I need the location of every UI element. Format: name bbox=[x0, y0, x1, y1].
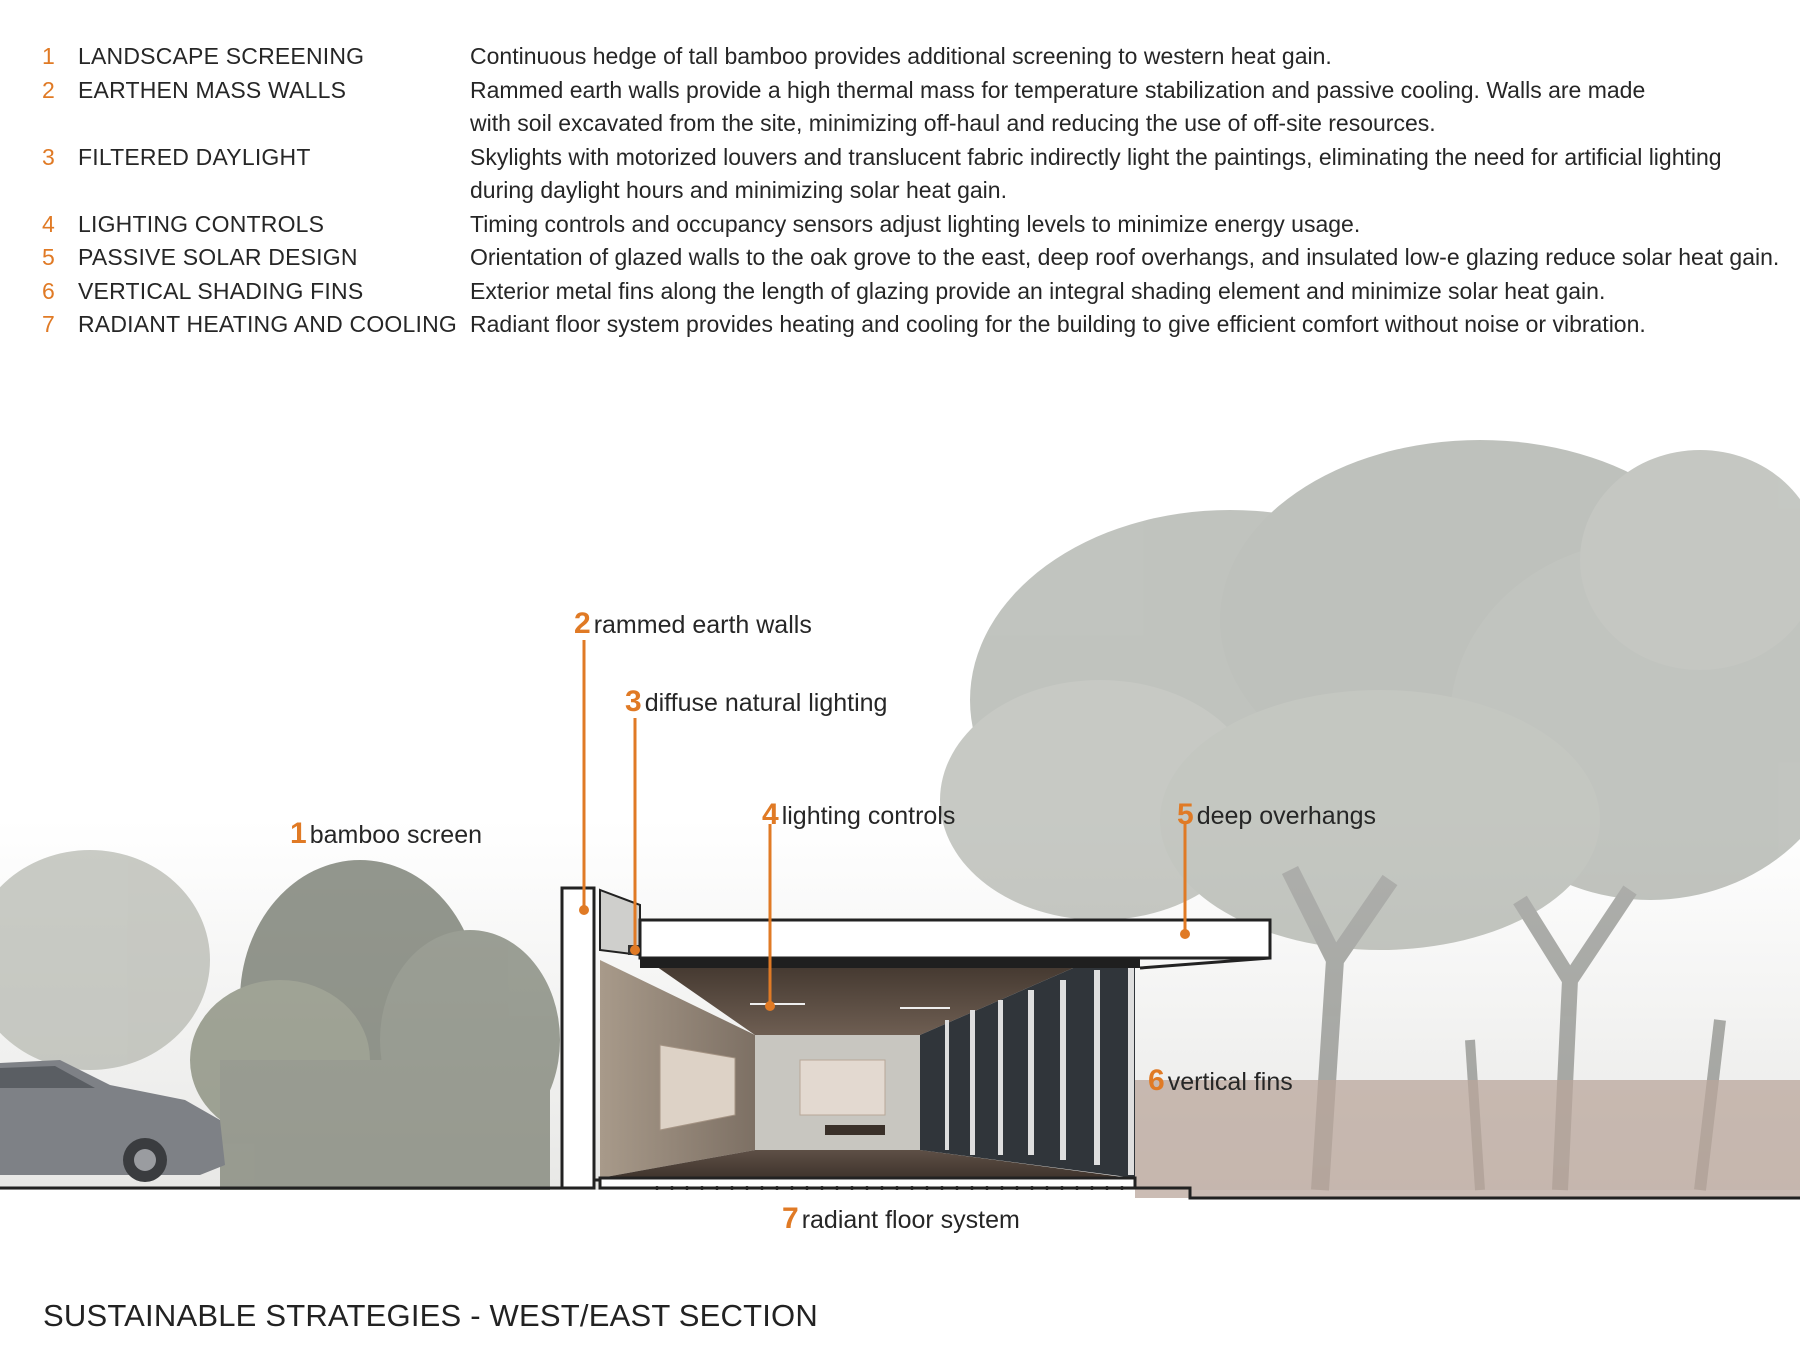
callout-rammed-earth-walls: 2 rammed earth walls bbox=[574, 607, 812, 640]
callout-lighting-controls: 4 lighting controls bbox=[762, 798, 956, 831]
legend-description: Skylights with motorized louvers and translucent fabric indirectly light the paintings, eliminating the need for artificial lighting during daylight hours and minimizing solar heat gain. bbox=[470, 143, 1722, 203]
legend-title: VERTICAL SHADING FINS bbox=[78, 277, 364, 304]
roof-soffit bbox=[640, 958, 1140, 968]
section-drawing bbox=[0, 440, 1800, 1240]
legend-number: 1 bbox=[42, 43, 55, 69]
legend bbox=[40, 40, 1780, 342]
legend-title: FILTERED DAYLIGHT bbox=[78, 143, 311, 170]
legend-title: PASSIVE SOLAR DESIGN bbox=[78, 244, 358, 270]
callout-diffuse-natural-lighting: 3 diffuse natural lighting bbox=[625, 685, 888, 718]
legend-description: Exterior metal fins along the length of glazing provide an integral shading element and minimize solar heat gain. bbox=[470, 277, 1606, 304]
legend-number: 2 bbox=[42, 76, 55, 103]
legend-number: 7 bbox=[42, 311, 55, 337]
legend-item bbox=[40, 208, 1780, 242]
legend-item bbox=[40, 275, 1780, 309]
legend-title: LANDSCAPE SCREENING bbox=[78, 43, 365, 69]
legend-number: 4 bbox=[42, 210, 55, 237]
legend-title: RADIANT HEATING AND COOLING bbox=[78, 311, 457, 337]
legend-title: LIGHTING CONTROLS bbox=[78, 210, 325, 237]
legend-description: Orientation of glazed walls to the oak grove to the east, deep roof overhangs, and insulated low-e glazing reduce solar heat gain. bbox=[470, 244, 1780, 270]
legend-item bbox=[40, 40, 1780, 74]
ground-east bbox=[1135, 1080, 1800, 1198]
legend-item bbox=[40, 74, 1780, 141]
legend-item bbox=[40, 308, 1780, 342]
rammed-earth-wall bbox=[562, 888, 594, 1188]
legend-item bbox=[40, 141, 1780, 208]
legend-description: Radiant floor system provides heating and cooling for the building to give efficient comfort without noise or vibration. bbox=[470, 311, 1646, 337]
legend-number: 5 bbox=[42, 244, 55, 270]
legend-description: Continuous hedge of tall bamboo provides additional screening to western heat gain. bbox=[470, 43, 1332, 69]
roof-slab bbox=[640, 920, 1270, 958]
legend-item bbox=[40, 241, 1780, 275]
legend-number: 3 bbox=[42, 143, 55, 170]
callout-radiant-floor-system: 7 radiant floor system bbox=[782, 1202, 1020, 1235]
callout-deep-overhangs: 5 deep overhangs bbox=[1177, 798, 1376, 831]
legend-number: 6 bbox=[42, 277, 55, 304]
figure-caption: SUSTAINABLE STRATEGIES - WEST/EAST SECTION bbox=[43, 1298, 818, 1333]
legend-description: Timing controls and occupancy sensors adjust lighting levels to minimize energy usage. bbox=[470, 210, 1361, 237]
callout-bamboo-screen: 1 bamboo screen bbox=[290, 817, 483, 850]
legend-title: EARTHEN MASS WALLS bbox=[78, 76, 347, 103]
legend-description: Rammed earth walls provide a high thermal mass for temperature stabilization and passive cooling. Walls are made with soil excavated from the site, minimizing off-haul and reducing the use of off-site resources. bbox=[470, 76, 1646, 136]
callout-vertical-fins: 6 vertical fins bbox=[1148, 1064, 1293, 1097]
